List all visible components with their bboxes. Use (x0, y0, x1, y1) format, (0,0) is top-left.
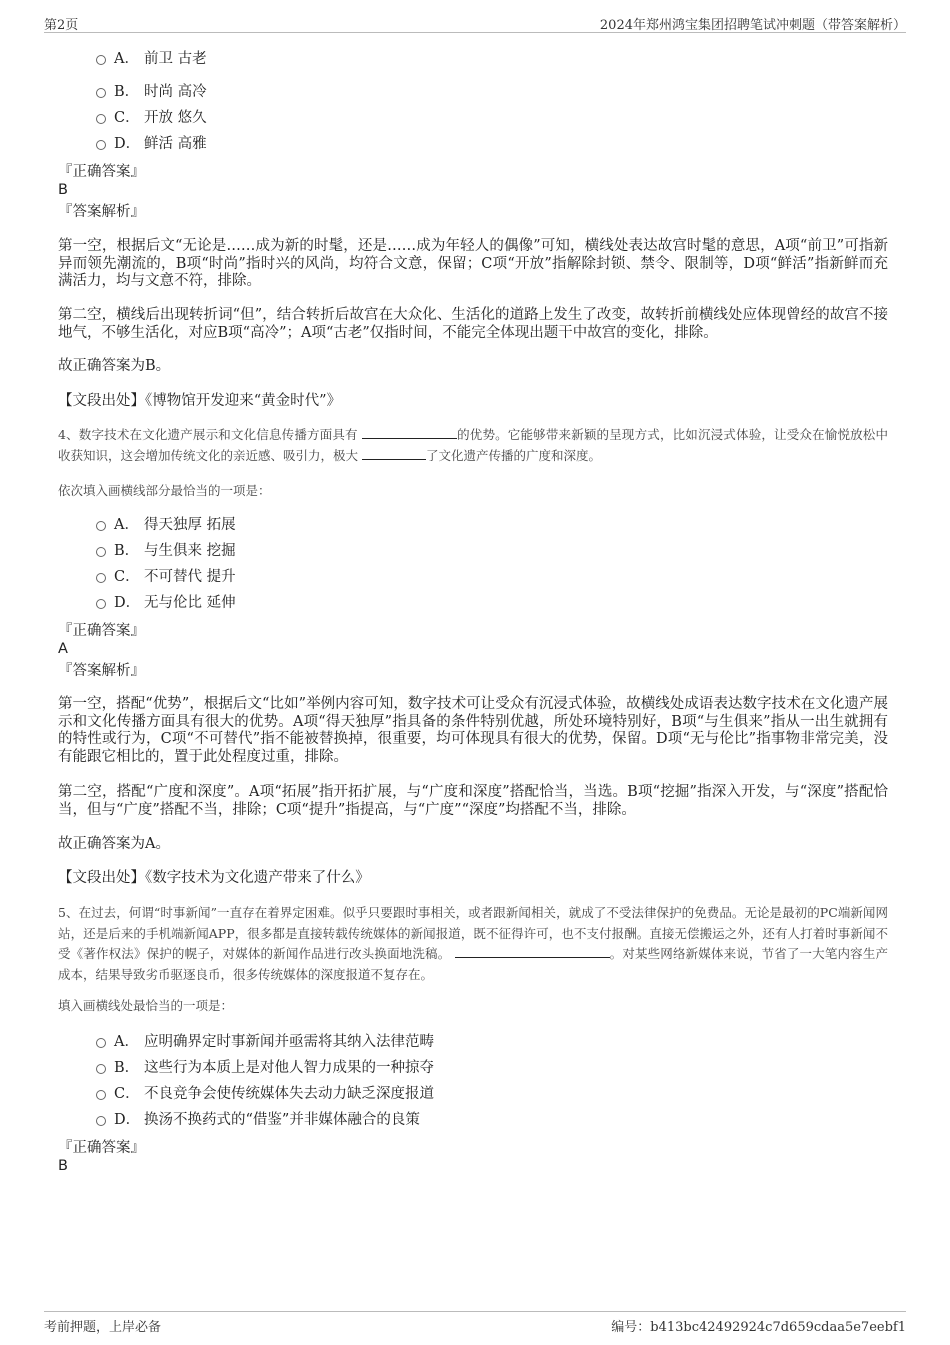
radio-icon[interactable] (96, 599, 106, 609)
q4-analysis-paragraph-2: 第二空，搭配“广度和深度”。A项“拓展”指开拓扩展，与“广度和深度”搭配恰当，当选。B项“挖掘”指深入开发，与“深度”搭配恰当，但与“广度”搭配不当，排除；C项“提升”指提高，与“广度”“深度”均搭配不当，排除。 (58, 784, 888, 818)
q4-option-a[interactable]: A． 得天独厚 拓展 (96, 515, 236, 535)
q4-source: 【文段出处】《数字技术为文化遗产带来了什么》 (58, 870, 370, 886)
q5-instruction: 填入画横线处最恰当的一项是： (58, 998, 234, 1013)
page-header (44, 12, 906, 33)
q3-answer: B (58, 182, 68, 198)
q3-option-c[interactable]: C． 开放 悠久 (96, 108, 207, 128)
q4-option-c[interactable]: C． 不可替代 提升 (96, 567, 236, 587)
radio-icon[interactable] (96, 1116, 106, 1126)
document-title: 2024年郑州鸿宝集团招聘笔试冲刺题（带答案解析） (599, 18, 906, 33)
q3-analysis-paragraph-1: 第一空，根据后文“无论是……成为新的时髦，还是……成为年轻人的偶像”可知，横线处表达故宫时髦的意思，A项“前卫”可指新异而领先潮流的，B项“时尚”指时兴的风尚，均符合文意，保留；C项“开放”指解除封锁、禁令、限制等，D项“鲜活”指新鲜而充满活力，均与文意不符，排除。 (58, 238, 888, 289)
radio-icon[interactable] (96, 547, 106, 557)
q3-answer-label: 『正确答案』 (58, 164, 145, 180)
q3-option-b[interactable]: B． 时尚 高冷 (96, 82, 207, 102)
footer-slogan: 考前押题，上岸必备 (44, 1320, 162, 1335)
q4-stem: 4、数字技术在文化遗产展示和文化信息传播方面具有 的优势。它能够带来新颖的呈现方式，比如沉浸式体验，让受众在愉悦放松中收获知识，这会增加传统文化的亲近感、吸引力，极大 了文化遗产传播的广度和深度。 (58, 427, 888, 463)
q4-analysis-conclusion: 故正确答案为A。 (58, 836, 170, 852)
blank-line (362, 447, 426, 460)
blank-line (455, 945, 610, 958)
blank-line (362, 426, 457, 439)
radio-icon[interactable] (96, 573, 106, 583)
q4-analysis-label: 『答案解析』 (58, 663, 145, 679)
q3-option-a[interactable]: A． 前卫 古老 (96, 49, 207, 69)
q3-analysis-label: 『答案解析』 (58, 204, 145, 220)
radio-icon[interactable] (96, 55, 106, 65)
page-number: 第2页 (44, 18, 79, 33)
q3-option-d[interactable]: D． 鲜活 高雅 (96, 134, 207, 154)
q3-analysis-conclusion: 故正确答案为B。 (58, 358, 171, 374)
q3-source: 【文段出处】《博物馆开发迎来“黄金时代”》 (58, 393, 342, 409)
q4-instruction: 依次填入画横线部分最恰当的一项是： (58, 483, 271, 498)
radio-icon[interactable] (96, 114, 106, 124)
q5-stem: 5、在过去，何谓“时事新闻”一直存在着界定困难。似乎只要跟时事相关，或者跟新闻相关，就成了不受法律保护的免费品。无论是最初的PC端新闻网站，还是后来的手机端新闻APP，很多都是直接转载传统媒体的新闻报道，既不征得许可，也不支付报酬。直接无偿搬运之外，还有人打着时事新闻不受《著作权法》保护的幌子，对媒体的新闻作品进行改头换面地洗稿。 。对某些网络新媒体来说，节省了一大笔内容生产成本，结果导致劣币驱逐良币，很多传统媒体的深度报道不复存在。 (58, 905, 888, 982)
q4-answer-label: 『正确答案』 (58, 623, 145, 639)
radio-icon[interactable] (96, 1064, 106, 1074)
q5-option-a[interactable]: A． 应明确界定时事新闻并亟需将其纳入法律范畴 (96, 1032, 434, 1052)
radio-icon[interactable] (96, 140, 106, 150)
q5-option-d[interactable]: D． 换汤不换药式的“借鉴”并非媒体融合的良策 (96, 1110, 420, 1130)
page-footer (44, 1311, 906, 1336)
radio-icon[interactable] (96, 88, 106, 98)
q5-option-b[interactable]: B． 这些行为本质上是对他人智力成果的一种掠夺 (96, 1058, 434, 1078)
q3-analysis-paragraph-2: 第二空，横线后出现转折词“但”，结合转折后故宫在大众化、生活化的道路上发生了改变，故转折前横线处应体现曾经的故宫不接地气，不够生活化，对应B项“高冷”；A项“古老”仅指时间，不能完全体现出题干中故宫的变化，排除。 (58, 307, 888, 341)
q4-option-d[interactable]: D． 无与伦比 延伸 (96, 593, 236, 613)
q5-option-c[interactable]: C． 不良竞争会使传统媒体失去动力缺乏深度报道 (96, 1084, 434, 1104)
radio-icon[interactable] (96, 521, 106, 531)
q4-analysis-paragraph-1: 第一空，搭配“优势”，根据后文“比如”举例内容可知，数字技术可让受众有沉浸式体验，故横线处成语表达数字技术在文化遗产展示和文化传播方面具有很大的优势。A项“得天独厚”指具备的条件特别优越，所处环境特别好，B项“与生俱来”指从一出生就拥有的特性或行为，C项“不可替代”指不能被替换掉，很重要，均可体现具有很大的优势，保留。D项“无与伦比”指事物非常完美，没有能跟它相比的，置于此处程度过重，排除。 (58, 696, 888, 765)
q5-answer-label: 『正确答案』 (58, 1140, 145, 1156)
radio-icon[interactable] (96, 1038, 106, 1048)
radio-icon[interactable] (96, 1090, 106, 1100)
q5-answer: B (58, 1158, 68, 1174)
q4-answer: A (58, 641, 68, 657)
document-code: 编号：b413bc42492924c7d659cdaa5e7eebf1 (611, 1320, 906, 1335)
q4-option-b[interactable]: B． 与生俱来 挖掘 (96, 541, 236, 561)
